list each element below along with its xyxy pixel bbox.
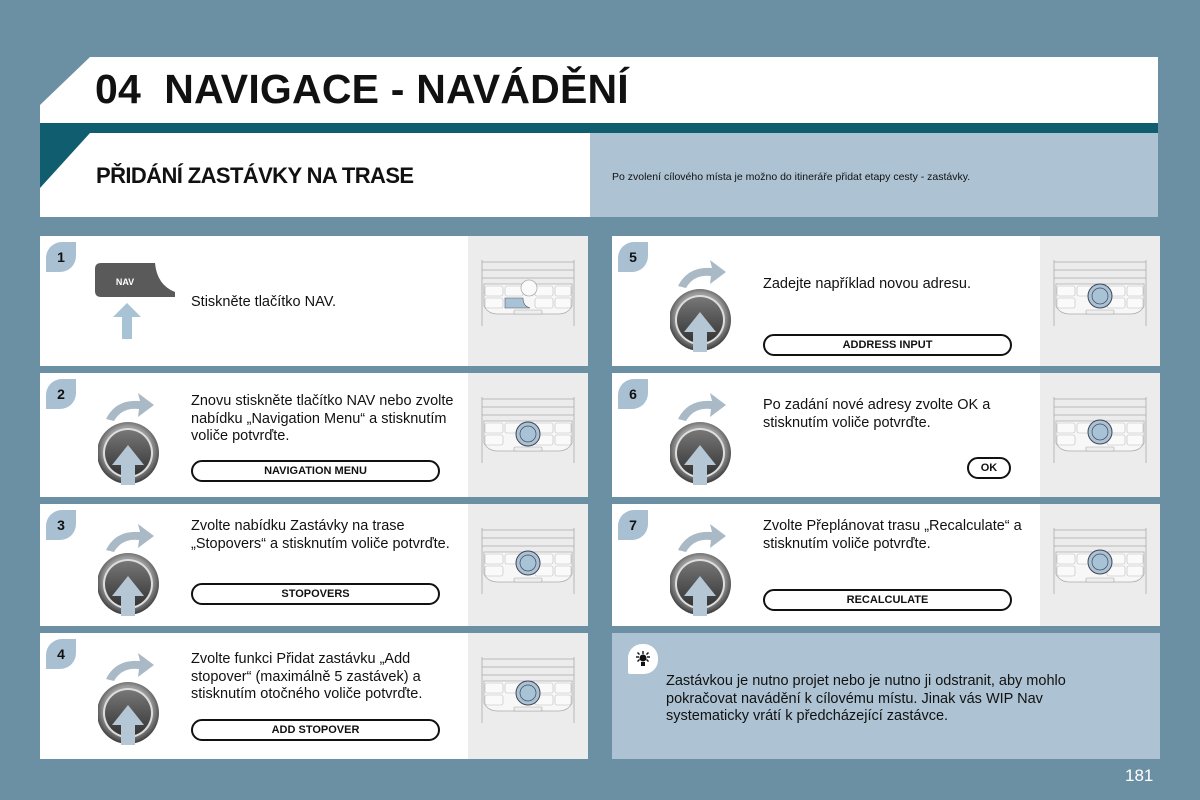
- step-text: Zadejte například novou adresu.: [763, 276, 971, 292]
- rotary-knob-icon: [98, 518, 168, 618]
- console-figure: [1040, 373, 1160, 497]
- add-stopover-button[interactable]: ADD STOPOVER: [191, 719, 440, 741]
- stopovers-button[interactable]: STOPOVERS: [191, 583, 440, 605]
- chapter-number: 04: [95, 66, 142, 112]
- tip-text: Zastávkou je nutno projet nebo je nutno ji odstranit, aby mohlo pokračovat navádění k cílovému místu. Jinak vás WIP Nav systematicky vrátí k předcházející zastávce.: [666, 673, 1066, 724]
- console-figure: [468, 633, 588, 759]
- step-card-1: [40, 236, 588, 366]
- page-title: [95, 66, 629, 113]
- rotary-knob-icon: [670, 387, 740, 487]
- rotary-knob-icon: [98, 387, 168, 487]
- rotary-knob-icon: [670, 518, 740, 618]
- lightbulb-icon: [628, 644, 658, 674]
- console-figure: [468, 236, 588, 366]
- rotary-knob-icon: [670, 254, 740, 354]
- step-text: Po zadání nové adresy zvolte OK a stisknutím voliče potvrďte.: [763, 397, 991, 431]
- page-number: 181: [1125, 766, 1154, 785]
- console-figure: [468, 504, 588, 626]
- step-card-7: [612, 504, 1160, 626]
- step-text: Zvolte nabídku Zastávky na trase „Stopovers“ a stisknutím voliče potvrďte.: [191, 518, 450, 552]
- tip-panel: [612, 633, 1160, 759]
- step-number-badge: 3: [46, 510, 76, 540]
- step-card-2: [40, 373, 588, 497]
- step-text: Znovu stiskněte tlačítko NAV nebo zvolte nabídku „Navigation Menu“ a stisknutím voliče potvrďte.: [191, 393, 454, 444]
- section-title: PŘIDÁNÍ ZASTÁVKY NA TRASE: [96, 163, 414, 188]
- step-number-badge: 2: [46, 379, 76, 409]
- nav-button-icon: [95, 263, 175, 341]
- chapter-title: NAVIGACE - NAVÁDĚNÍ: [164, 66, 629, 112]
- step-number-badge: 4: [46, 639, 76, 669]
- step-text: Zvolte funkci Přidat zastávku „Add stopover“ (maximálně 5 zastávek) a stisknutím otočného voliče potvrďte.: [191, 651, 423, 702]
- teal-divider: [40, 123, 1158, 133]
- step-number-badge: 6: [618, 379, 648, 409]
- step-card-6: [612, 373, 1160, 497]
- step-number-badge: 7: [618, 510, 648, 540]
- step-card-3: [40, 504, 588, 626]
- intro-panel: [590, 133, 1158, 217]
- console-figure: [468, 373, 588, 497]
- step-text: Zvolte Přeplánovat trasu „Recalculate“ a stisknutím voliče potvrďte.: [763, 518, 1022, 552]
- step-card-4: [40, 633, 588, 759]
- navigation-menu-button[interactable]: NAVIGATION MENU: [191, 460, 440, 482]
- recalculate-button[interactable]: RECALCULATE: [763, 589, 1012, 611]
- step-text: Stiskněte tlačítko NAV.: [191, 294, 337, 310]
- intro-text: Po zvolení cílového místa je možno do itineráře přidat etapy cesty - zastávky.: [612, 171, 971, 183]
- step-card-5: [612, 236, 1160, 366]
- ok-button[interactable]: OK: [967, 457, 1011, 479]
- console-figure: [1040, 504, 1160, 626]
- rotary-knob-icon: [98, 647, 168, 747]
- step-number-badge: 5: [618, 242, 648, 272]
- svg-text:NAV: NAV: [115, 277, 135, 287]
- address-input-button[interactable]: ADDRESS INPUT: [763, 334, 1012, 356]
- step-number-badge: 1: [46, 242, 76, 272]
- console-figure: [1040, 236, 1160, 366]
